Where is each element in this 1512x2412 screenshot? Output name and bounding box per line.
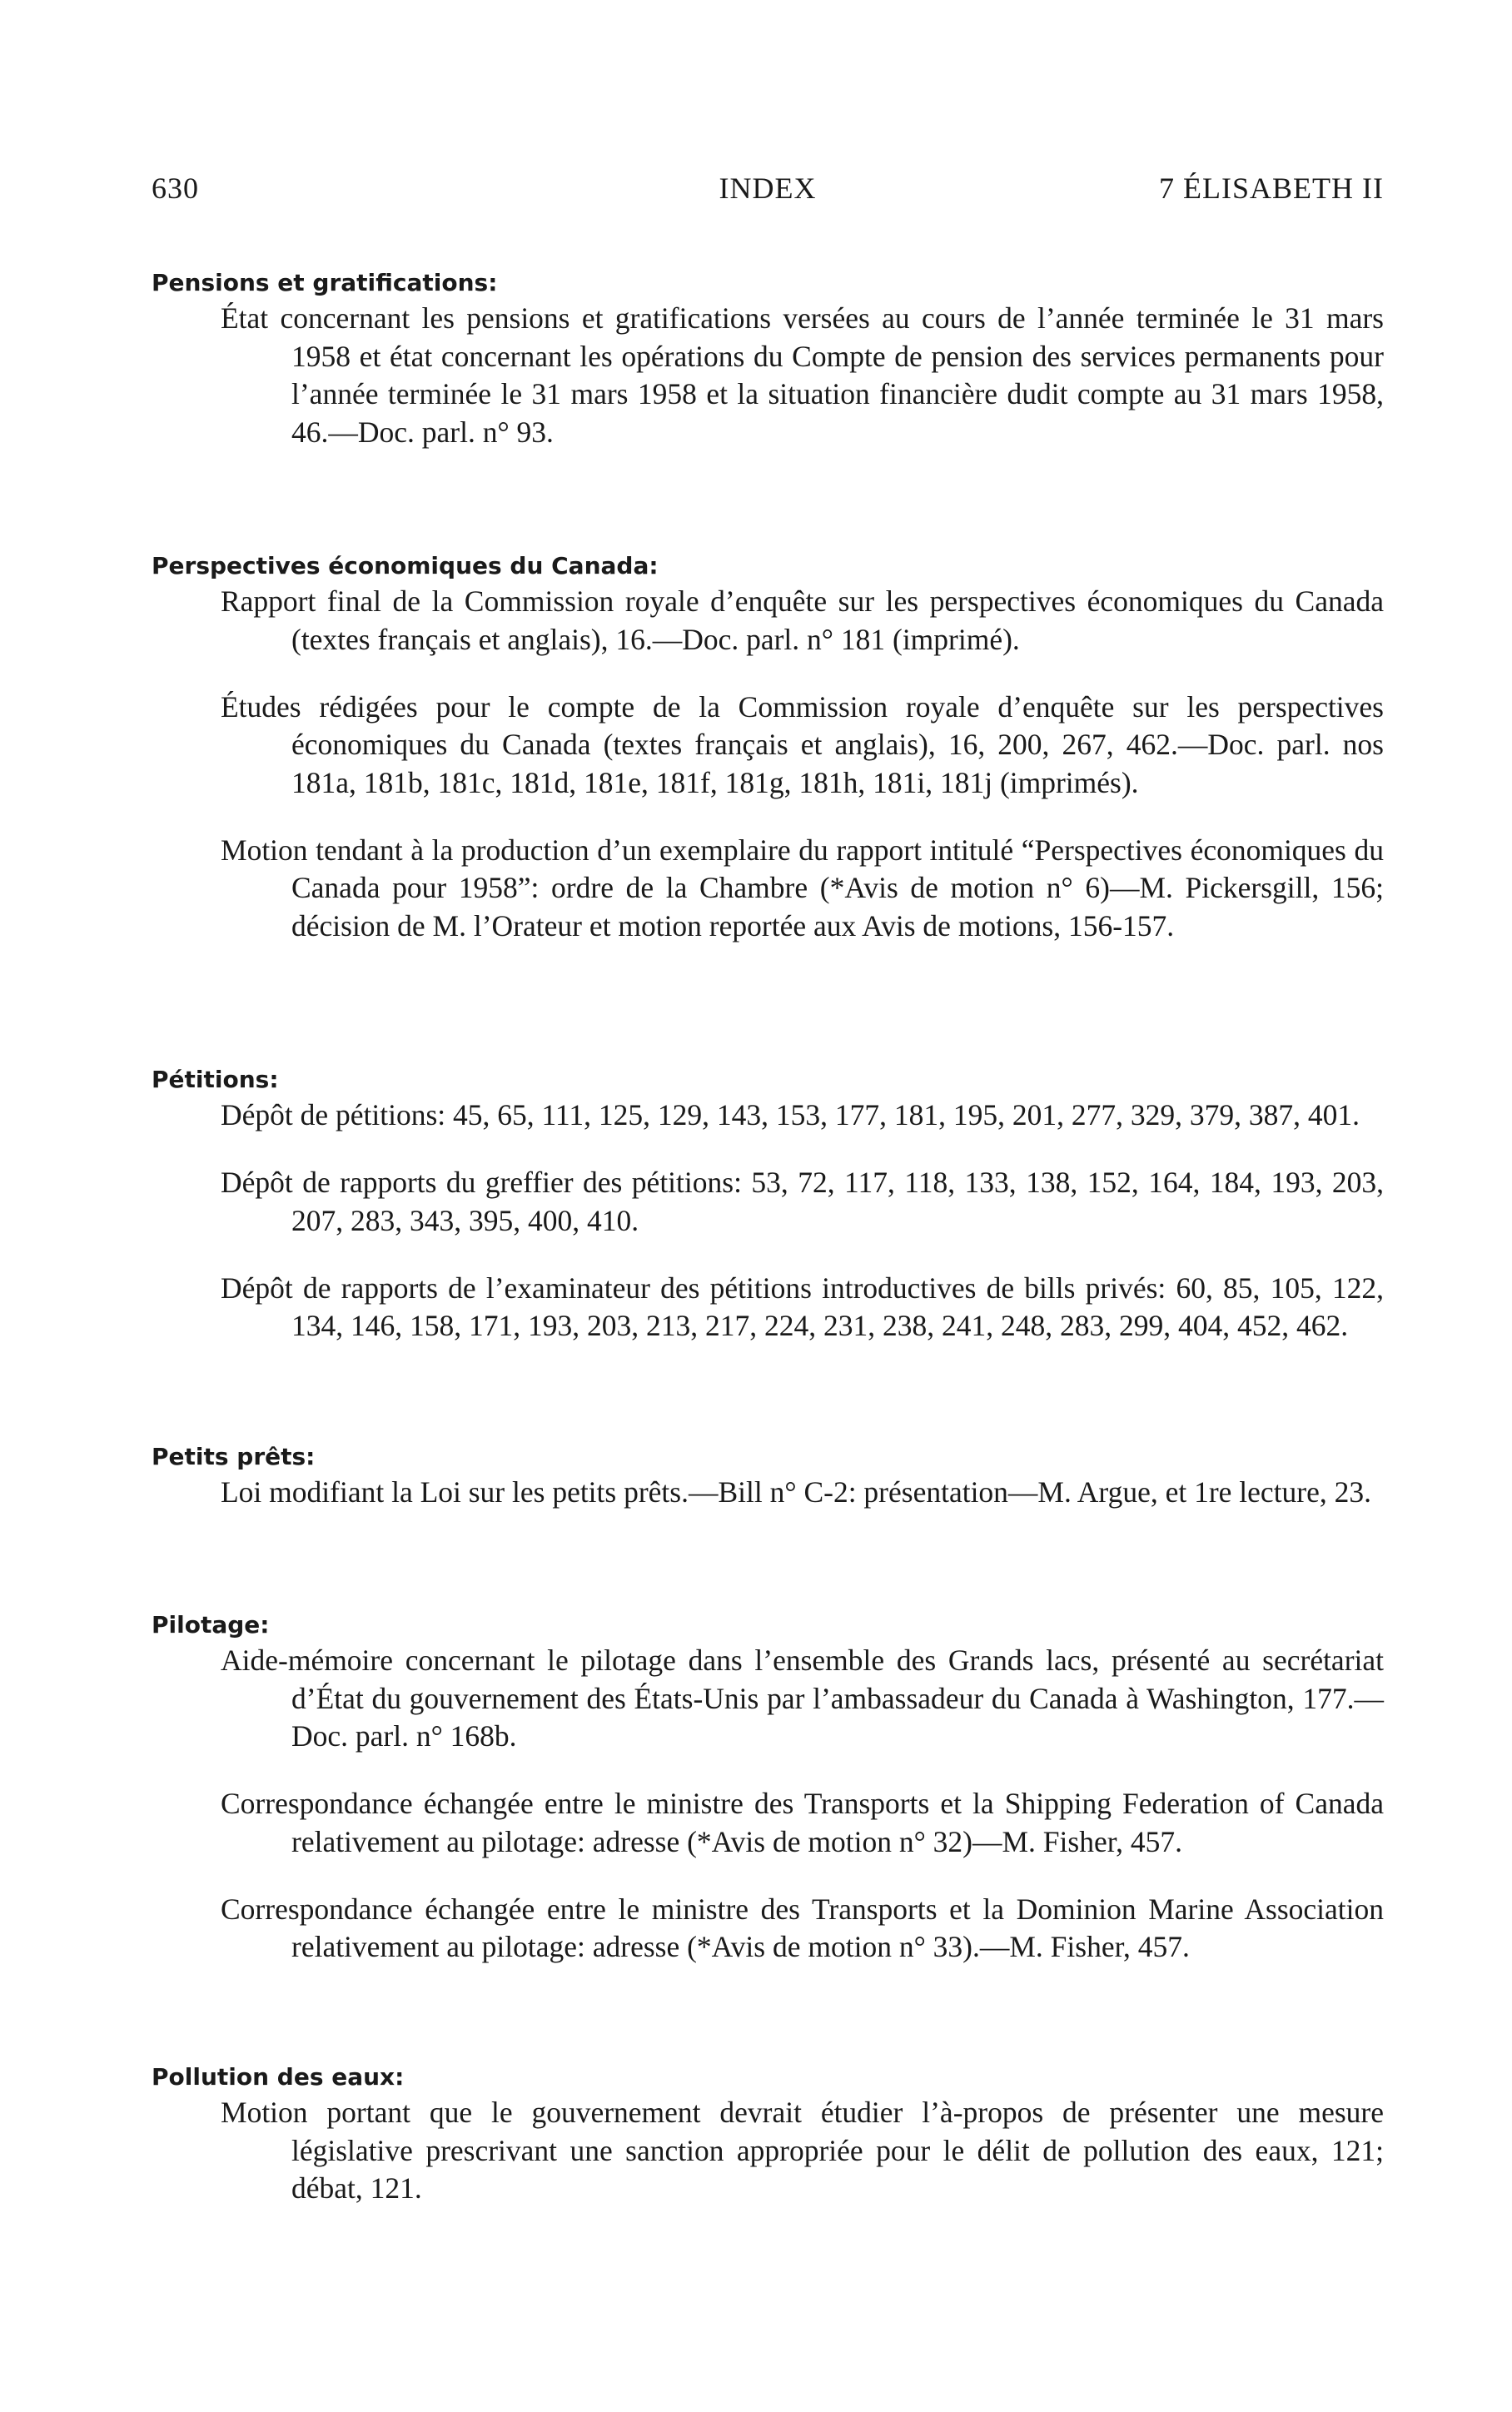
section-pollution bbox=[152, 2061, 1384, 2237]
section-perspectives bbox=[152, 550, 1384, 975]
index-entry: Études rédigées pour le compte de la Commission royale d’enquête sur les perspectives économiques du Canada (textes français et anglais), 16, 200, 267, 462.—Doc. parl. nos 181a, 181b, 181c, 181d, 181e, 181f, 181g, 181h, 181i, 181j (imprimés). bbox=[221, 689, 1384, 799]
section-petitions bbox=[152, 1063, 1384, 1375]
page-number: 630 bbox=[152, 172, 199, 205]
index-entry: Dépôt de rapports de l’examinateur des pétitions introductives de bills privés: 60, 85, 105, 122, 134, 146, 158, 171, 193, 203, 213, 217, 224, 231, 238, 241, 248, 283, 299, 404, 452, 462. bbox=[221, 1271, 1384, 1342]
section-heading: Pensions et gratifications: bbox=[152, 269, 498, 296]
section-heading: Pollution des eaux: bbox=[152, 2063, 405, 2091]
section-pensions bbox=[152, 266, 1384, 481]
section-pilotage bbox=[152, 1609, 1384, 1996]
regnal-year: 7 ÉLISABETH II bbox=[1159, 172, 1384, 205]
index-entry: Dépôt de rapports du greffier des pétitions: 53, 72, 117, 118, 133, 138, 152, 164, 184, 193, 203, 207, 283, 343, 395, 400, 410. bbox=[221, 1166, 1384, 1237]
index-entry: Dépôt de pétitions: 45, 65, 111, 125, 129, 143, 153, 177, 181, 195, 201, 277, 329, 379, 387, 401. bbox=[221, 1098, 1360, 1131]
index-entry: Loi modifiant la Loi sur les petits prêts.—Bill n° C-2: présentation—M. Argue, et 1re lecture, 23. bbox=[221, 1475, 1372, 1509]
index-entry: Correspondance échangée entre le ministre des Transports et la Dominion Marine Association relativement au pilotage: adresse (*Avis de motion n° 33).—M. Fisher, 457. bbox=[221, 1892, 1384, 1963]
section-heading: Perspectives économiques du Canada: bbox=[152, 552, 659, 579]
index-entry: État concernant les pensions et gratifications versées au cours de l’année terminée le 31 mars 1958 et état concernant les opérations du Compte de pension des services permanents pour l’année terminée le 31 mars 1958 et la situation financière dudit compte au 31 mars 1958, 46.—Doc. parl. n° 93. bbox=[221, 301, 1384, 449]
running-title: INDEX bbox=[719, 172, 817, 205]
index-entry: Motion tendant à la production d’un exemplaire du rapport intitulé “Perspectives économiques du Canada pour 1958”: ordre de la Chambre (*Avis de motion n° 6)—M. Pickersgill, 156; décision de M. l’Orateur et motion reportée aux Avis de motions, 156-157. bbox=[221, 833, 1384, 942]
section-heading: Petits prêts: bbox=[152, 1443, 316, 1470]
index-page bbox=[152, 171, 1384, 2205]
index-entry: Correspondance échangée entre le ministre des Transports et la Shipping Federation of Canada relativement au pilotage: adresse (*Avis de motion n° 32)—M. Fisher, 457. bbox=[221, 1787, 1384, 1858]
running-head bbox=[152, 171, 1384, 221]
index-entry: Motion portant que le gouvernement devrait étudier l’à-propos de présenter une mesure législative prescrivant une sanction appropriée pour le délit de pollution des eaux, 121; débat, 121. bbox=[221, 2096, 1384, 2205]
index-entry: Rapport final de la Commission royale d’enquête sur les perspectives économiques du Canada (textes français et anglais), 16.—Doc. parl. n° 181 (imprimé). bbox=[221, 584, 1384, 656]
section-petits-prets bbox=[152, 1440, 1384, 1541]
index-entry: Aide-mémoire concernant le pilotage dans l’ensemble des Grands lacs, présenté au secrétariat d’État du gouvernement des États-Unis par l’ambassadeur du Canada à Washington, 177.—Doc. parl. n° 168b. bbox=[221, 1644, 1384, 1753]
section-heading: Pilotage: bbox=[152, 1611, 270, 1639]
section-heading: Pétitions: bbox=[152, 1066, 279, 1093]
